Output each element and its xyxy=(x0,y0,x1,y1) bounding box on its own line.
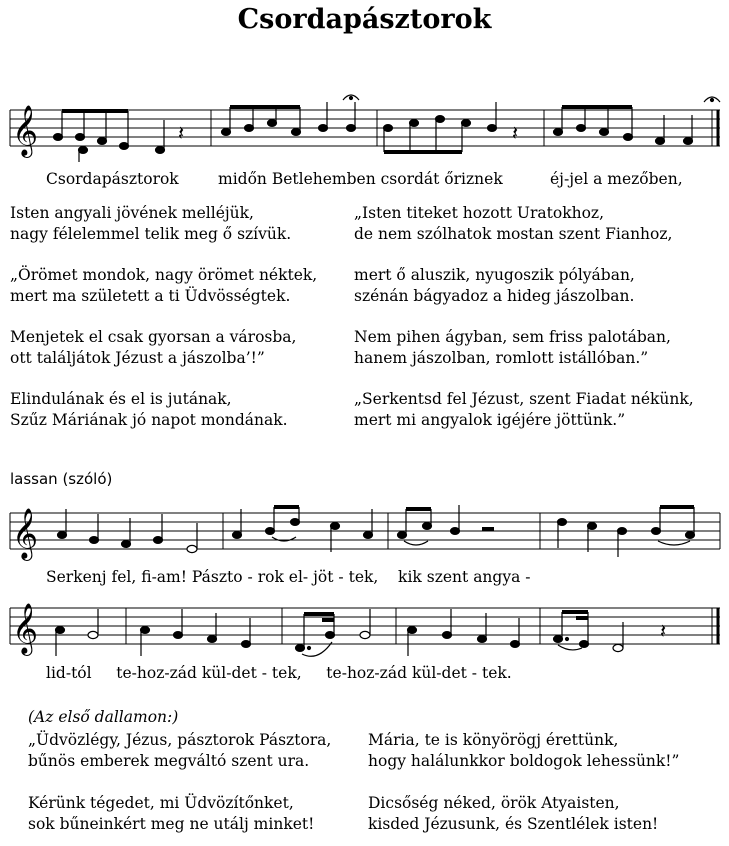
music-staff-2 xyxy=(0,495,729,565)
song-title: Csordapásztorok xyxy=(237,4,492,35)
svg-text:𝄽: 𝄽 xyxy=(178,121,185,145)
treble-clef-icon: 𝄞 xyxy=(12,105,39,156)
lyric-line-1-word: Csordapásztorok xyxy=(46,170,179,188)
verse-block: Kérünk tégedet, mi Üdvözítőnket, sok bűneinkért meg ne utálj minket! xyxy=(28,794,315,833)
verse-block: mert ő aluszik, nyugoszik pólyában, szénán bágyadoz a hideg jászolban. xyxy=(354,266,635,305)
music-staff-3 xyxy=(0,590,729,660)
verse-block: Mária, te is könyörögj érettünk, hogy halálunkkor boldogok lehessünk!” xyxy=(368,731,680,770)
verse-block: „Örömet mondok, nagy örömet néktek, mert ma született a ti Üdvösségtek. xyxy=(10,266,318,305)
verse-block: „Üdvözlégy, Jézus, pásztorok Pásztora, bűnös emberek megváltó szent ura. xyxy=(28,731,332,770)
verse-block: Menjetek el csak gyorsan a városba, ott találjátok Jézust a jászolba’!” xyxy=(10,328,297,367)
treble-clef-icon: 𝄞 xyxy=(12,508,39,559)
svg-text:𝄽: 𝄽 xyxy=(512,121,519,145)
treble-clef-icon: 𝄞 xyxy=(12,603,39,654)
notes-system-3 xyxy=(56,609,667,656)
lyric-line-2: Serkenj fel, fi-am! Pászto - rok el- jöt - tek, kik szent angya - xyxy=(46,568,531,586)
music-staff-1 xyxy=(0,90,729,170)
first-melody-note: (Az első dallamon:) xyxy=(28,708,179,726)
verse-block: „Isten titeket hozott Uratokhoz, de nem szólhatok mostan szent Fianhoz, xyxy=(354,204,673,243)
verse-block: Dicsőség néked, örök Atyaisten, kisded Jézusunk, és Szentlélek isten! xyxy=(368,794,659,833)
svg-text:𝄽: 𝄽 xyxy=(660,619,667,643)
tempo-marking: lassan (szóló) xyxy=(10,470,113,488)
verse-block: Isten angyali jövének melléjük, nagy félelemmel telik meg ő szívük. xyxy=(10,204,292,243)
verse-block: „Serkentsd fel Jézust, szent Fiadat nékünk, mert mi angyalok igéjére jöttünk.” xyxy=(354,390,694,429)
lyric-line-1-word: éj-jel a mezőben, xyxy=(550,170,683,188)
lyric-line-3: lid-tól te-hoz-zád kül-det - tek, te-hoz-zád kül-det - tek. xyxy=(46,664,512,682)
lyric-line-1-word: midőn Betlehemben csordát őriznek xyxy=(218,170,503,188)
verse-block: Elindulának és el is jutának, Szűz Máriának jó napot mondának. xyxy=(10,390,288,429)
verse-block: Nem pihen ágyban, sem friss palotában, hanem jászolban, romlott istállóban.” xyxy=(354,328,671,367)
